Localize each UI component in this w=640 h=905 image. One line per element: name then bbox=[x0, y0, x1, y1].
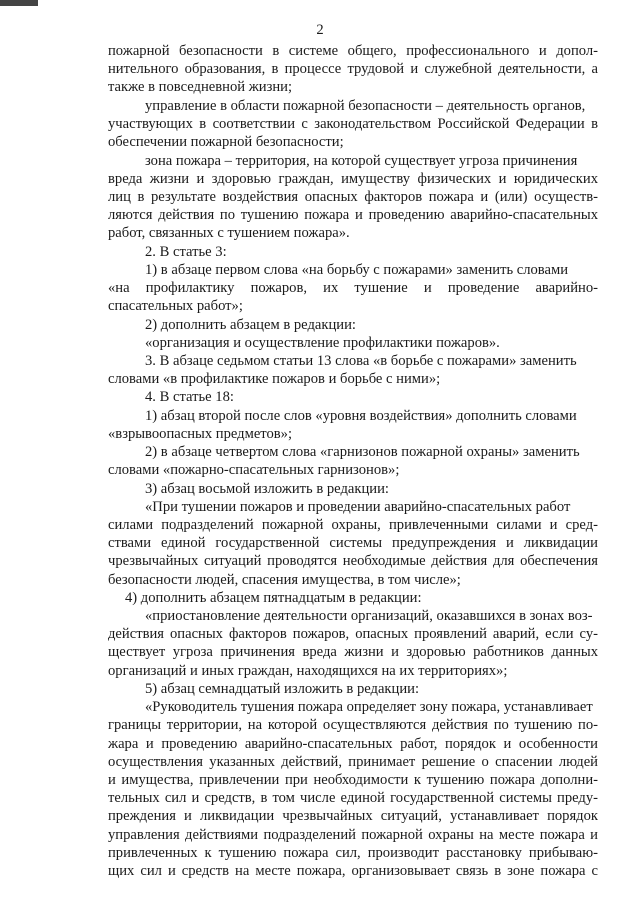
text-line: безопасности людей, спасения имущества, в том числе»; bbox=[108, 572, 461, 588]
text-line: чрезвычайных ситуаций проводятся необходимые действия для обеспечения bbox=[108, 553, 598, 569]
text-line: «приостановление деятельности организаций, оказавшихся в зонах воз- bbox=[145, 608, 593, 624]
text-line: ствами единой государственной системы предупреждения и ликвидации bbox=[108, 535, 598, 551]
text-line: вреда жизни и здоровью граждан, имуществу физических и юридических bbox=[108, 171, 598, 187]
text-line: управление в области пожарной безопасности – деятельность органов, bbox=[145, 98, 586, 114]
text-line: лиц в результате воздействия опасных факторов пожара и (или) осуществ- bbox=[108, 189, 598, 205]
text-line: границы территории, на которой осуществляются действия по тушению по- bbox=[108, 717, 598, 733]
text-line: «При тушении пожаров и проведении аварийно-спасательных работ bbox=[145, 499, 571, 515]
text-line: обеспечении пожарной безопасности; bbox=[108, 134, 344, 150]
text-line: 2) в абзаце четвертом слова «гарнизонов пожарной охраны» заменить bbox=[145, 444, 580, 460]
text-line: 2) дополнить абзацем в редакции: bbox=[145, 317, 356, 333]
text-line: силами подразделений пожарной охраны, привлеченными силами и сред- bbox=[108, 517, 598, 533]
text-line: «на профилактику пожаров, их тушение и проведение аварийно- bbox=[108, 280, 598, 296]
text-line: осуществления указанных действий, принимает решение о спасении людей bbox=[108, 754, 598, 770]
text-line: «взрывоопасных предметов»; bbox=[108, 426, 293, 442]
text-line: 3) абзац восьмой изложить в редакции: bbox=[145, 481, 389, 497]
text-line: 1) в абзаце первом слова «на борьбу с пожарами» заменить словами bbox=[145, 262, 569, 278]
text-line: работ, связанных с тушением пожара». bbox=[108, 225, 350, 241]
text-line: участвующих в соответствии с законодательством Российской Федерации в bbox=[108, 116, 598, 132]
scan-corner-mark bbox=[0, 0, 38, 6]
text-line: «Руководитель тушения пожара определяет зону пожара, устанавливает bbox=[145, 699, 593, 715]
text-line: нительного образования, в процессе трудовой и служебной деятельности, а bbox=[108, 61, 598, 77]
text-line: 4. В статье 18: bbox=[145, 389, 234, 405]
text-line: «организация и осуществление профилактики пожаров». bbox=[145, 335, 500, 351]
text-line: пожарной безопасности в системе общего, профессионального и допол- bbox=[108, 43, 598, 59]
text-line: щих сил и средств на месте пожара, организовывает связь в зоне пожара с bbox=[108, 863, 598, 879]
text-line: 2. В статье 3: bbox=[145, 244, 227, 260]
text-line: и имущества, привлечении при необходимости к тушению пожара дополни- bbox=[108, 772, 598, 788]
text-line: также в повседневной жизни; bbox=[108, 79, 293, 95]
text-line: 1) абзац второй после слов «уровня воздействия» дополнить словами bbox=[145, 408, 577, 424]
text-line: 3. В абзаце седьмом статьи 13 слова «в борьбе с пожарами» заменить bbox=[145, 353, 577, 369]
text-line: преждения и ликвидации чрезвычайных ситуаций, устанавливает порядок bbox=[108, 808, 598, 824]
page-number: 2 bbox=[316, 22, 324, 38]
text-line: управления действиями подразделений пожарной охраны на месте пожара и bbox=[108, 827, 598, 843]
text-line: словами «пожарно-спасательных гарнизонов»; bbox=[108, 462, 400, 478]
text-line: тельных сил и средств, в том числе единой государственной системы преду- bbox=[108, 790, 598, 806]
text-line: привлеченных к тушению пожара сил, производит расстановку прибываю- bbox=[108, 845, 598, 861]
text-line: действия опасных факторов пожаров, опасных проявлений аварий, если су- bbox=[108, 626, 598, 642]
text-line: жара и проведению аварийно-спасательных работ, порядок и особенности bbox=[108, 736, 598, 752]
text-line: зона пожара – территория, на которой существует угроза причинения bbox=[145, 153, 578, 169]
text-line: ществует угроза причинения вреда жизни и здоровью работников данных bbox=[108, 644, 598, 660]
text-line: словами «в профилактике пожаров и борьбе с ними»; bbox=[108, 371, 441, 387]
text-line: 5) абзац семнадцатый изложить в редакции: bbox=[145, 681, 420, 697]
text-line: 4) дополнить абзацем пятнадцатым в редакции: bbox=[125, 590, 422, 606]
text-line: организаций и иных граждан, находящихся на их территориях»; bbox=[108, 663, 508, 679]
text-line: спасательных работ»; bbox=[108, 298, 243, 314]
text-line: ляются действия по тушению пожара и проведению аварийно-спасательных bbox=[108, 207, 598, 223]
